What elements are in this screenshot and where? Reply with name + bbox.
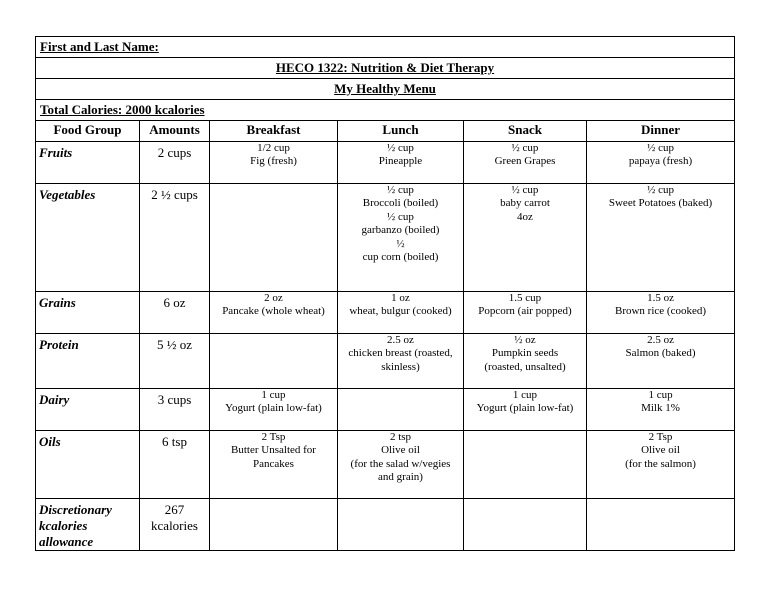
dinner-line: papaya (fresh) xyxy=(628,155,693,168)
snack-line: Pumpkin seeds xyxy=(491,347,559,360)
food-group-cell: Fruits xyxy=(36,142,140,184)
name-label: First and Last Name: xyxy=(40,39,159,54)
amount-cell: 267 kcalories xyxy=(140,499,210,551)
dinner-line: Salmon (baked) xyxy=(625,347,696,360)
lunch-line: Pineapple xyxy=(378,155,423,168)
dinner-line: 2 Tsp xyxy=(648,431,673,443)
food-group-cell: Oils xyxy=(36,431,140,499)
lunch-cell xyxy=(338,142,464,184)
breakfast-line: 2 oz xyxy=(264,292,283,304)
breakfast-line: Pancakes xyxy=(253,457,294,470)
snack-line: Yogurt (plain low-fat) xyxy=(476,402,574,415)
snack-line: ½ cup xyxy=(511,142,539,154)
lunch-line: wheat, bulgur (cooked) xyxy=(349,305,452,318)
breakfast-line: Yogurt (plain low-fat) xyxy=(225,402,322,415)
breakfast-cell xyxy=(210,334,338,389)
lunch-line: 2.5 oz xyxy=(387,334,414,346)
amount-cell: 5 ½ oz xyxy=(140,334,210,389)
healthy-menu-table xyxy=(35,36,735,551)
total-calories: Total Calories: 2000 kcalories xyxy=(40,102,205,117)
dinner-line: Sweet Potatoes (baked) xyxy=(608,197,713,210)
snack-line: 1 cup xyxy=(512,389,538,401)
col-header-snack: Snack xyxy=(464,121,587,142)
dinner-cell xyxy=(587,142,735,184)
food-group-cell: Protein xyxy=(36,334,140,389)
column-header-row xyxy=(36,121,735,142)
snack-cell xyxy=(464,142,587,184)
food-group-cell: Dairy xyxy=(36,389,140,431)
snack-line: (roasted, unsalted) xyxy=(484,360,566,373)
snack-cell xyxy=(464,499,587,551)
amount-cell: 3 cups xyxy=(140,389,210,431)
snack-cell xyxy=(464,184,587,292)
col-header-dinner: Dinner xyxy=(587,121,735,142)
breakfast-line: Fig (fresh) xyxy=(250,155,297,168)
lunch-line: (for the salad w/vegies xyxy=(350,457,451,470)
breakfast-cell xyxy=(210,389,338,431)
col-header-amounts: Amounts xyxy=(140,121,210,142)
total-calories-row xyxy=(36,100,735,121)
course-row xyxy=(36,58,735,79)
lunch-cell xyxy=(338,389,464,431)
col-header-lunch: Lunch xyxy=(338,121,464,142)
snack-line: ½ oz xyxy=(514,334,536,346)
breakfast-line: 2 Tsp xyxy=(261,431,286,443)
lunch-line: 2 tsp xyxy=(389,431,412,443)
lunch-cell xyxy=(338,334,464,389)
dinner-cell xyxy=(587,334,735,389)
lunch-line: ½ cup xyxy=(387,210,414,223)
table-row xyxy=(36,184,735,292)
lunch-line: Broccoli (boiled) xyxy=(362,197,439,210)
food-group-cell: Vegetables xyxy=(36,184,140,292)
col-header-breakfast: Breakfast xyxy=(210,121,338,142)
dinner-cell xyxy=(587,499,735,551)
snack-line: ½ cup xyxy=(511,184,539,196)
table-row xyxy=(36,292,735,334)
dinner-line: Olive oil xyxy=(641,444,680,457)
lunch-line: ½ cup xyxy=(387,184,414,196)
table-row xyxy=(36,499,735,551)
lunch-cell xyxy=(338,292,464,334)
breakfast-cell xyxy=(210,431,338,499)
dinner-line: 1 cup xyxy=(648,389,673,401)
course-title: HECO 1322: Nutrition & Diet Therapy xyxy=(275,60,495,75)
dinner-line: ½ cup xyxy=(647,184,674,196)
lunch-line: Olive oil xyxy=(381,444,420,457)
breakfast-line: 1/2 cup xyxy=(257,142,290,154)
dinner-cell xyxy=(587,292,735,334)
menu-title: My Healthy Menu xyxy=(334,81,436,96)
dinner-line: Milk 1% xyxy=(641,402,680,415)
dinner-line: Brown rice (cooked) xyxy=(614,305,707,318)
dinner-cell xyxy=(587,431,735,499)
food-group-cell: Grains xyxy=(36,292,140,334)
dinner-line: 1.5 oz xyxy=(647,292,674,304)
snack-line: 4oz xyxy=(517,210,533,223)
table-row xyxy=(36,389,735,431)
lunch-cell xyxy=(338,184,464,292)
snack-line: Green Grapes xyxy=(494,155,556,168)
menu-title-row xyxy=(36,79,735,100)
table-row xyxy=(36,431,735,499)
name-row xyxy=(36,37,735,58)
lunch-line: ½ xyxy=(396,237,405,250)
breakfast-line: 1 cup xyxy=(261,389,286,401)
amount-cell: 2 cups xyxy=(140,142,210,184)
lunch-line: and grain) xyxy=(378,471,423,484)
table-row xyxy=(36,142,735,184)
snack-cell xyxy=(464,292,587,334)
amount-cell: 6 oz xyxy=(140,292,210,334)
menu-body xyxy=(36,142,735,551)
snack-cell xyxy=(464,431,587,499)
amount-cell: 6 tsp xyxy=(140,431,210,499)
snack-cell xyxy=(464,334,587,389)
lunch-line: 1 oz xyxy=(391,292,410,304)
dinner-line: (for the salmon) xyxy=(625,457,696,470)
dinner-cell xyxy=(587,389,735,431)
lunch-cell xyxy=(338,431,464,499)
lunch-line: skinless) xyxy=(381,360,420,373)
dinner-line: 2.5 oz xyxy=(647,334,674,346)
breakfast-cell xyxy=(210,142,338,184)
snack-line: baby carrot xyxy=(500,197,550,210)
lunch-cell xyxy=(338,499,464,551)
table-row xyxy=(36,334,735,389)
dinner-cell xyxy=(587,184,735,292)
snack-line: Popcorn (air popped) xyxy=(478,305,572,318)
lunch-line: cup corn (boiled) xyxy=(362,251,439,264)
snack-line: 1.5 cup xyxy=(508,292,542,304)
dinner-line: ½ cup xyxy=(647,142,674,154)
lunch-line: chicken breast (roasted, xyxy=(348,347,453,360)
lunch-line: garbanzo (boiled) xyxy=(361,224,440,237)
breakfast-cell xyxy=(210,499,338,551)
amount-cell: 2 ½ cups xyxy=(140,184,210,292)
breakfast-line: Pancake (whole wheat) xyxy=(222,305,325,318)
col-header-food-group: Food Group xyxy=(36,121,140,142)
snack-cell xyxy=(464,389,587,431)
lunch-line: ½ cup xyxy=(387,142,414,154)
breakfast-cell xyxy=(210,292,338,334)
breakfast-line: Butter Unsalted for xyxy=(231,444,316,457)
food-group-cell: Discretionary kcalories allowance xyxy=(36,499,140,551)
breakfast-cell xyxy=(210,184,338,292)
